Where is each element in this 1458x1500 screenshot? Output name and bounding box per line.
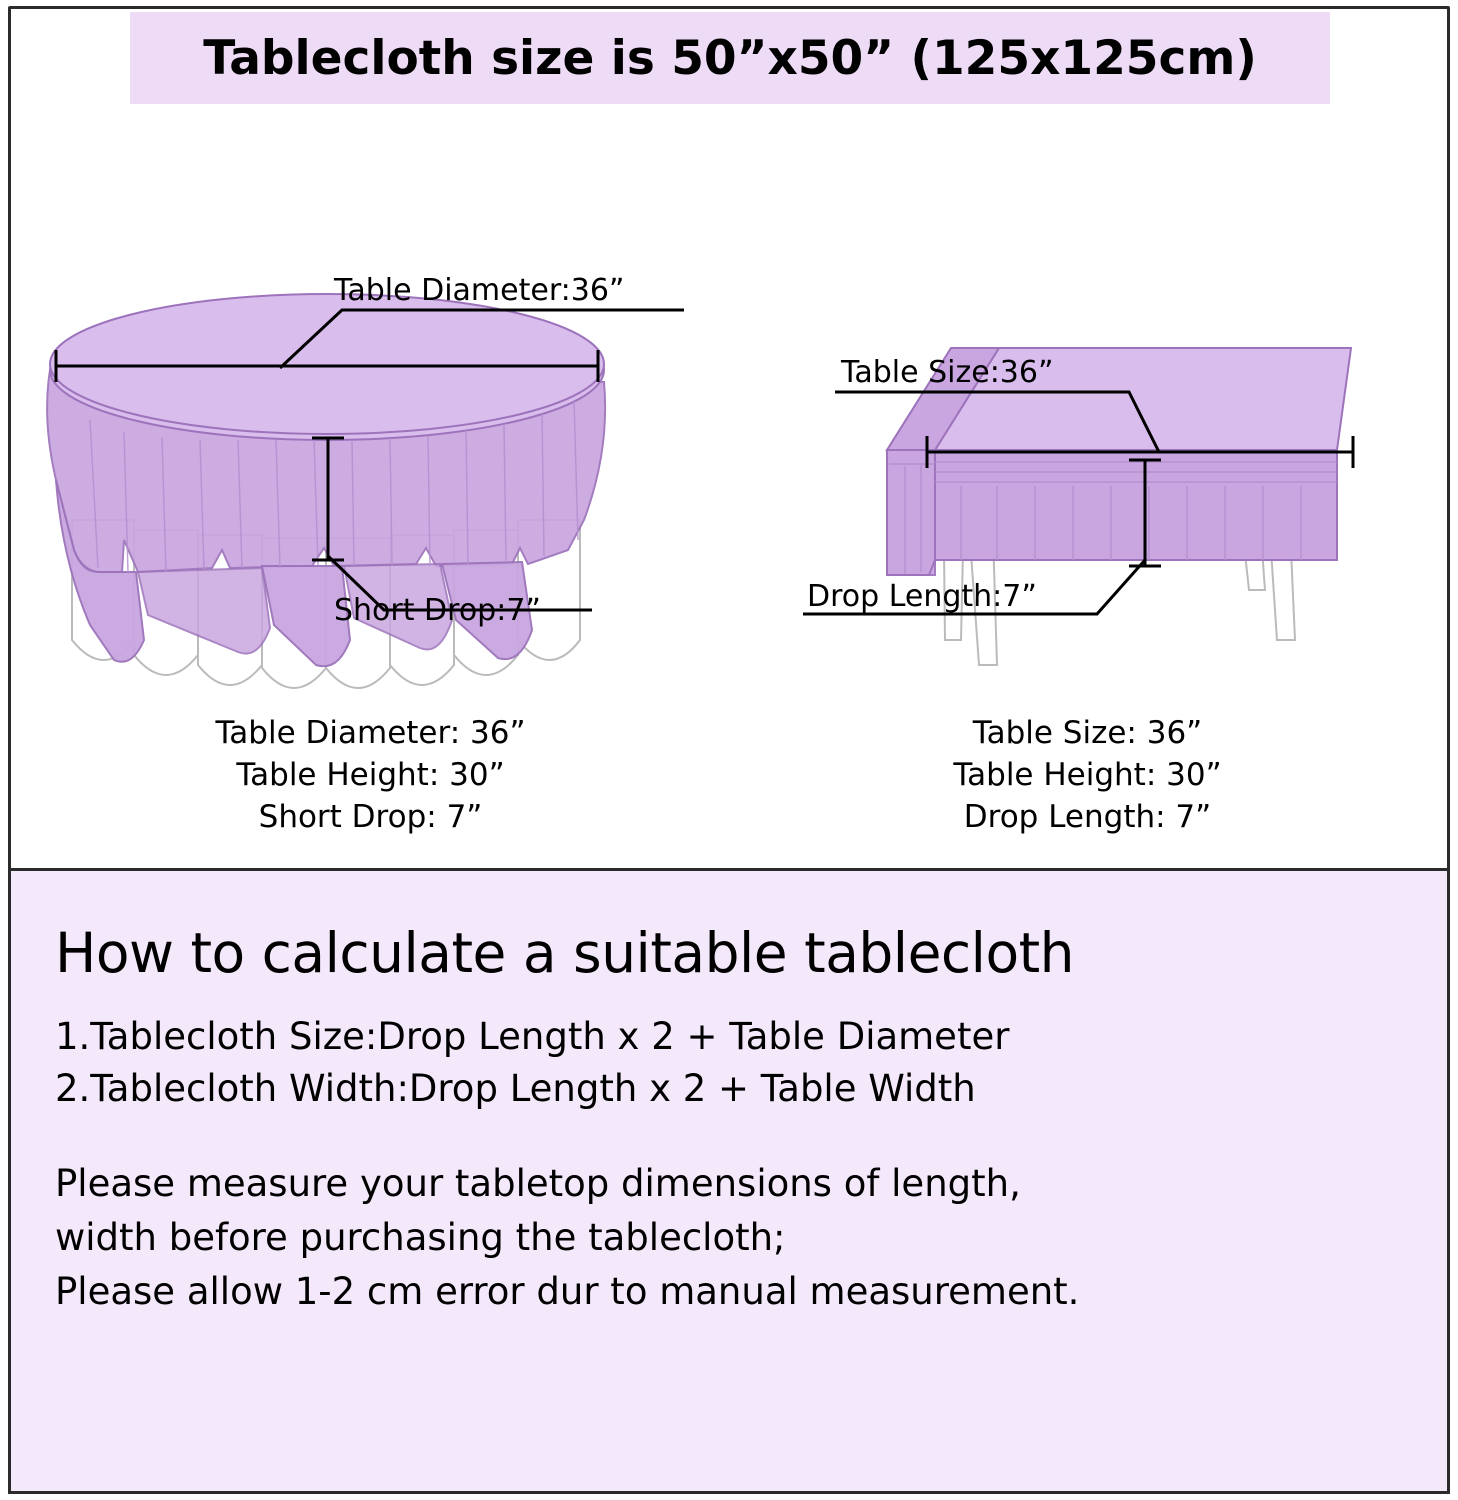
round-drop-label: Short Drop:7” [334, 593, 541, 628]
caption-line: Table Size: 36” [972, 715, 1203, 751]
square-drop-label: Drop Length:7” [807, 579, 1037, 614]
caption-line: Short Drop: 7” [258, 799, 483, 835]
info-panel [8, 868, 1450, 1494]
caption-line: Drop Length: 7” [963, 799, 1212, 835]
info-step-2: 2.Tablecloth Width:Drop Length x 2 + Table Width [55, 1067, 976, 1110]
diagram-area [12, 120, 1446, 860]
square-table-illustration [729, 120, 1446, 700]
diagram-square-table [729, 120, 1446, 860]
caption-line: Table Height: 30” [236, 757, 505, 793]
info-note-line: Please measure your tabletop dimensions of length, [55, 1162, 1021, 1205]
square-table-caption [729, 712, 1446, 838]
title-banner [130, 12, 1330, 104]
info-step-1: 1.Tablecloth Size:Drop Length x 2 + Table Diameter [55, 1015, 1010, 1058]
round-table-illustration [12, 120, 729, 700]
caption-line: Table Height: 30” [953, 757, 1222, 793]
info-note-line: Please allow 1-2 cm error dur to manual measurement. [55, 1270, 1080, 1313]
info-heading: How to calculate a suitable tablecloth [55, 921, 1075, 985]
square-top-label: Table Size:36” [841, 355, 1054, 390]
round-table-caption [12, 712, 729, 838]
page-title: Tablecloth size is 50”x50” (125x125cm) [203, 30, 1257, 86]
info-note-line: width before purchasing the tablecloth; [55, 1216, 786, 1259]
round-top-label: Table Diameter:36” [334, 273, 625, 308]
diagram-round-table [12, 120, 729, 860]
spacer [55, 1115, 1403, 1157]
info-notes [55, 1157, 1403, 1319]
caption-line: Table Diameter: 36” [215, 715, 526, 751]
